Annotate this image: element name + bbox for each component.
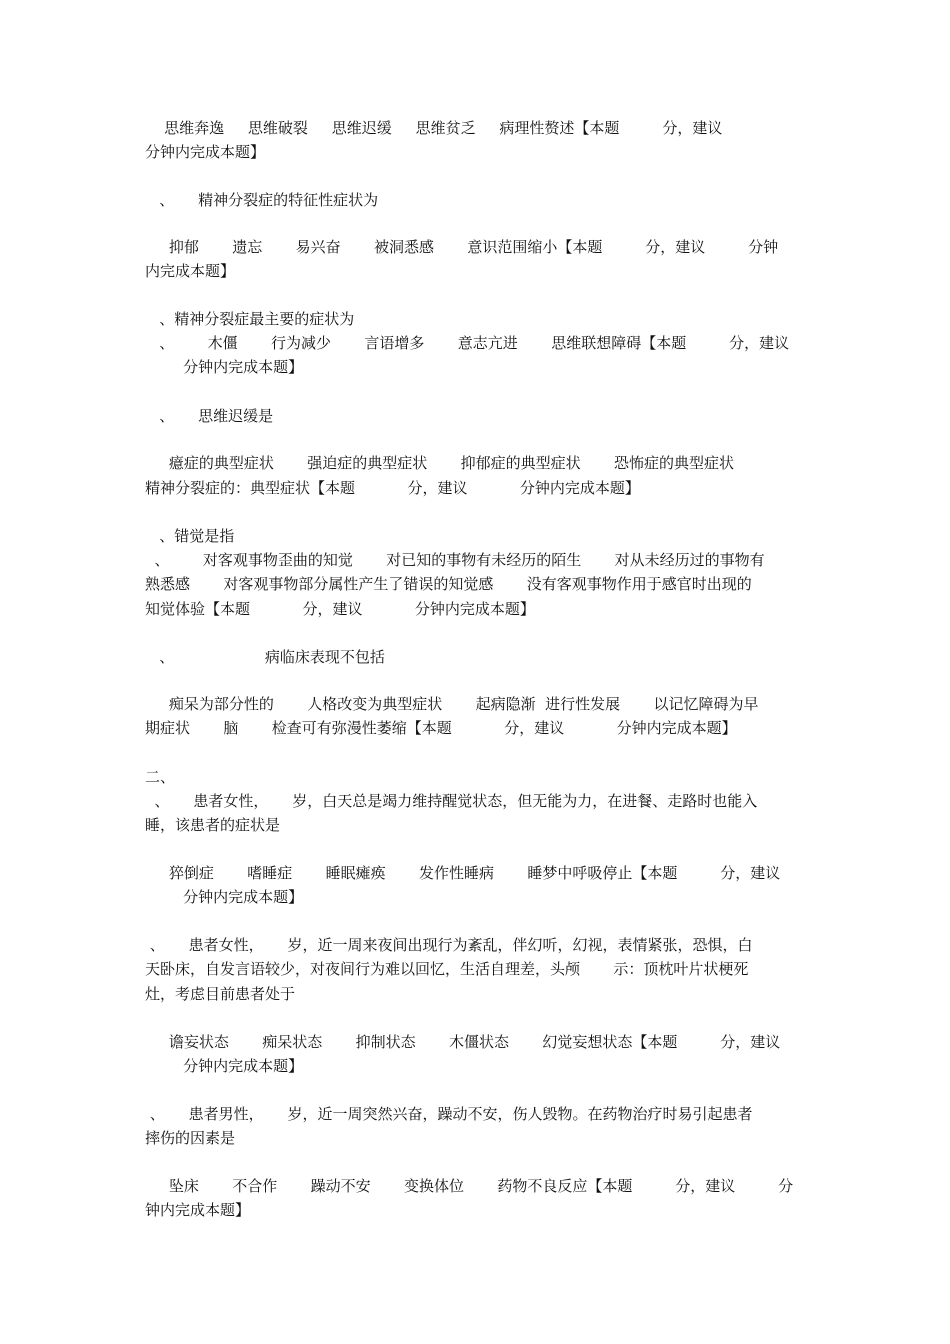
question-stem: 、 患者女性， 岁，白天总是竭力维持醒觉状态，但无能为力，在进餐、走路时也能入 [145, 792, 758, 810]
q-options-line: 内完成本题】 [145, 262, 236, 280]
question-stem: 、 患者男性， 岁，近一周突然兴奋，躁动不安，伤人毁物。在药物治疗时易引起患者 [145, 1105, 753, 1123]
q-options-line: 分钟内完成本题】 [145, 358, 304, 376]
question-stem: 、精神分裂症最主要的症状为 [145, 310, 355, 328]
q-options-line: 抑郁 遗忘 易兴奋 被洞悉感 意识范围缩小【本题 分，建议 分钟 [145, 238, 779, 256]
q-options-line: 、 木僵 行为减少 言语增多 意志亢进 思维联想障碍【本题 分，建议 [145, 334, 790, 352]
q-options-line: 熟悉感 对客观事物部分属性产生了错误的知觉感 没有客观事物作用于感官时出现的 [145, 575, 752, 593]
question-stem: 、错觉是指 [145, 527, 235, 545]
q-options-line: 猝倒症 嗜睡症 睡眠瘫痪 发作性睡病 睡梦中呼吸停止【本题 分，建议 [145, 864, 781, 882]
q-options-line: 分钟内完成本题】 [145, 1057, 304, 1075]
question-stem: 摔伤的因素是 [145, 1129, 236, 1147]
question-stem: 、 精神分裂症的特征性症状为 [145, 191, 379, 209]
q-options-line: 、 对客观事物歪曲的知觉 对已知的事物有未经历的陌生 对从未经历过的事物有 [145, 551, 765, 569]
question-stem: 灶，考虑目前患者处于 [145, 985, 296, 1003]
q-options-line: 痴呆为部分性的 人格改变为典型症状 起病隐渐 进行性发展 以记忆障碍为早 [145, 695, 759, 713]
q-options-line: 期症状 脑 检查可有弥漫性萎缩【本题 分，建议 分钟内完成本题】 [145, 719, 737, 737]
q-options-line: 思维奔逸 思维破裂 思维迟缓 思维贫乏 病理性赘述【本题 分，建议 [145, 119, 723, 137]
q-options-line: 坠床 不合作 躁动不安 变换体位 药物不良反应【本题 分，建议 分 [145, 1177, 794, 1195]
q-options-line: 谵妄状态 痴呆状态 抑制状态 木僵状态 幻觉妄想状态【本题 分，建议 [145, 1033, 781, 1051]
question-stem: 天卧床，自发言语较少，对夜间行为难以回忆，生活自理差，头颅 示：顶枕叶片状梗死 [145, 960, 749, 978]
question-stem: 、 病临床表现不包括 [145, 648, 385, 666]
q-options-line: 钟内完成本题】 [145, 1201, 251, 1219]
question-stem: 、 患者女性， 岁，近一周来夜间出现行为紊乱，伴幻听，幻视，表情紧张，恐惧，白 [145, 936, 753, 954]
question-stem: 睡，该患者的症状是 [145, 816, 281, 834]
q-options-line: 癔症的典型症状 强迫症的典型症状 抑郁症的典型症状 恐怖症的典型症状 [145, 454, 734, 472]
q-options-line: 分钟内完成本题】 [145, 143, 266, 161]
question-stem: 、 思维迟缓是 [145, 407, 274, 425]
q-options-line: 知觉体验【本题 分，建议 分钟内完成本题】 [145, 600, 535, 618]
section-heading: 二、 [145, 768, 176, 786]
q-options-line: 精神分裂症的：典型症状【本题 分，建议 分钟内完成本题】 [145, 479, 640, 497]
q-options-line: 分钟内完成本题】 [145, 888, 304, 906]
